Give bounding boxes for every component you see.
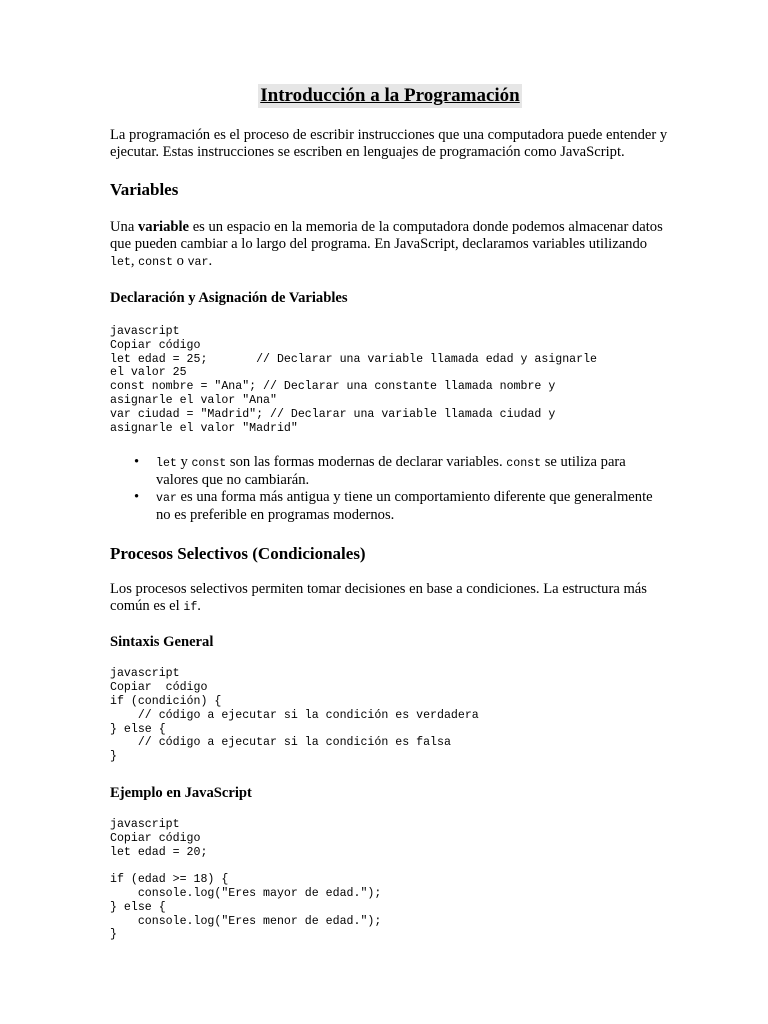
procesos-heading: Procesos Selectivos (Condicionales) [110,544,366,564]
bullet-text: son las formas modernas de declarar variables. [226,454,507,471]
keyword-var: var [156,492,177,506]
variables-paragraph [110,219,670,271]
variables-text-pre: Una [110,219,138,235]
code-block-declaracion: javascript Copiar código let edad = 25; // Declarar una variable llamada edad y asignarle el valor 25 const nombre = "Ana"; // Declarar una constante llamada nombre y asignarle el valor "Ana" var ciudad = "Madrid"; // Declarar una variable llamada ciudad y asignarle el valor "Madrid" [110,325,598,435]
keyword-const: const [138,256,173,269]
variables-text-mid: es un espacio en la memoria de la computadora donde podemos almacenar datos que pueden cambiar a lo largo del programa. En JavaScript, declaramos variables utilizando [110,219,663,252]
variables-bullet-list [110,454,670,524]
code-block-sintaxis: javascript Copiar código if (condición) { // código a ejecutar si la condición es verdadera } else { // código a ejecutar si la condición es falsa } [110,667,479,764]
document-page [110,84,670,942]
bullet-icon: • [134,489,140,506]
intro-paragraph: La programación es el proceso de escribir instrucciones que una computadora puede entender y ejecutar. Estas instrucciones se escriben en lenguajes de programación como JavaScript. [110,127,668,160]
code-block-ejemplo: javascript Copiar código let edad = 20; if (edad >= 18) { console.log("Eres mayor de edad."); } else { console.log("Eres menor de edad."); } [110,817,382,942]
bullet-text: se utiliza para valores que no cambiarán. [156,454,626,489]
procesos-paragraph [110,581,670,616]
procesos-text-end: . [197,598,201,615]
keyword-let: let [156,457,177,471]
bullet-text: es una forma más antigua y tiene un comportamiento diferente que generalmente no es preferible en programas modernos. [156,489,653,524]
separator-o: o [172,253,188,269]
keyword-const: const [506,457,542,471]
keyword-var: var [187,256,209,269]
title-wrap [110,84,670,108]
keyword-if: if [183,601,198,615]
procesos-text-pre: Los procesos selectivos permiten tomar decisiones en base a condiciones. La estructura más común es el [110,581,647,615]
variable-term: variable [137,219,190,235]
keyword-const: const [191,457,227,471]
declaracion-heading: Declaración y Asignación de Variables [110,290,348,306]
variables-text-end: . [208,253,213,269]
bullet-icon: • [134,454,140,471]
list-item [134,454,670,489]
keyword-let: let [110,256,131,269]
sintaxis-heading: Sintaxis General [110,634,214,651]
ejemplo-heading: Ejemplo en JavaScript [110,784,252,801]
list-item [134,489,670,524]
page-title: Introducción a la Programación [260,85,520,106]
variables-heading: Variables [110,180,179,199]
bullet-text: y [176,454,192,471]
separator-comma: , [130,253,139,269]
